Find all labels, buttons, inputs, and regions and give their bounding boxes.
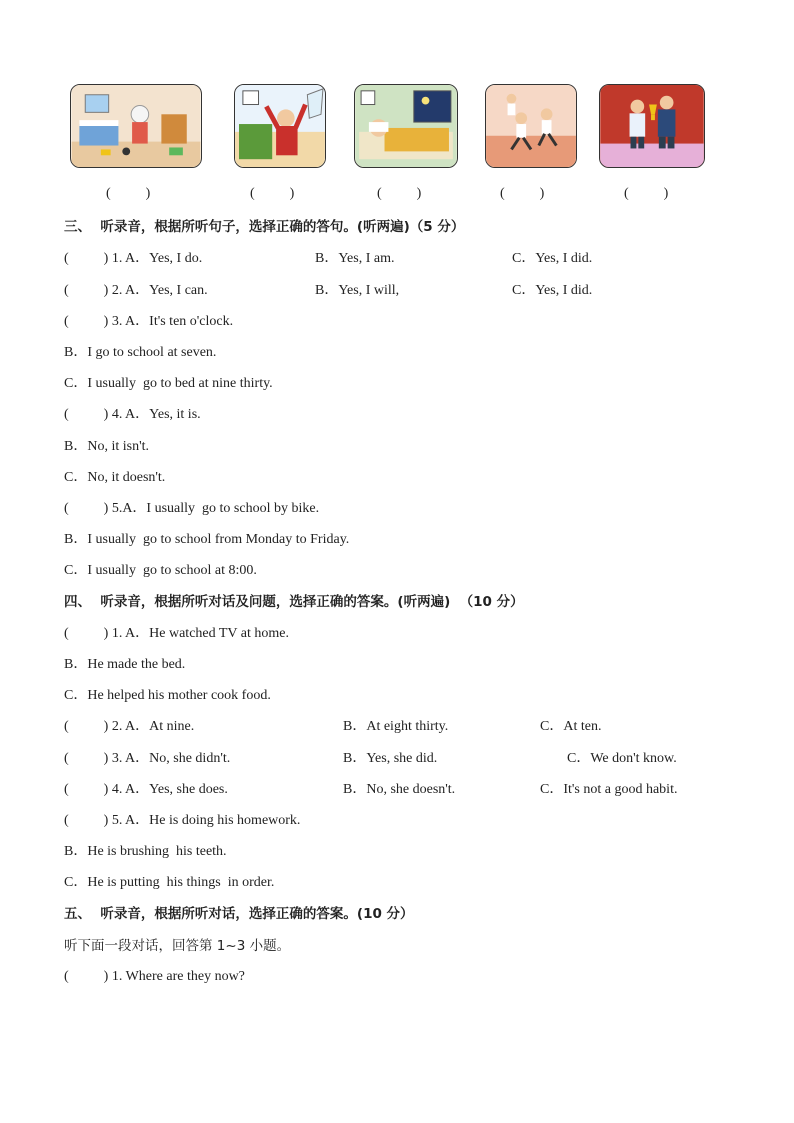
s3-q2-option-c: C．Yes, I did. (512, 283, 593, 298)
picture-answer-3[interactable]: ( ) (377, 186, 422, 201)
s3-q1-option-a: ( ) 1. A．Yes, I do. (64, 251, 203, 266)
s3-q3-option-b: B．I go to school at seven. (64, 345, 217, 360)
s3-q4-option-c: C．No, it doesn't. (64, 470, 166, 485)
picture-answer-5[interactable]: ( ) (624, 186, 669, 201)
s4-q4-option-a: ( ) 4. A．Yes, she does. (64, 782, 228, 797)
section5-heading: 五、 听录音，根据所听对话，选择正确的答案。(10 分） (64, 906, 414, 922)
picture-boys-running (485, 84, 577, 168)
section3-heading: 三、 听录音，根据所听句子，选择正确的答句。(听两遍)（5 分） (64, 219, 465, 235)
picture-row (0, 84, 794, 174)
picture-boy-sleeping (354, 84, 458, 168)
messy-room-illustration (71, 85, 201, 167)
picture-boy-waking (234, 84, 326, 168)
s4-q4-option-b: B．No, she doesn't. (343, 782, 456, 797)
s4-q5-option-a: ( ) 5. A．He is doing his homework. (64, 813, 301, 828)
s4-q1-option-c: C．He helped his mother cook food. (64, 688, 271, 703)
s4-q2-option-c: C．At ten. (540, 719, 602, 734)
s3-q5-option-b: B．I usually go to school from Monday to Friday. (64, 532, 350, 547)
s4-q3-option-b: B．Yes, she did. (343, 751, 438, 766)
picture-answer-1[interactable]: ( ) (106, 186, 151, 201)
s3-q1-option-c: C．Yes, I did. (512, 251, 593, 266)
award-ceremony-illustration (600, 85, 704, 167)
s3-q3-option-a: ( ) 3. A．It's ten o'clock. (64, 314, 234, 329)
s3-q1-option-b: B．Yes, I am. (315, 251, 395, 266)
boy-sleeping-illustration (355, 85, 457, 167)
section5-intro: 听下面一段对话，回答第 1~3 小题。 (64, 938, 291, 954)
s3-q4-option-b: B．No, it isn't. (64, 439, 149, 454)
s3-q5-option-c: C．I usually go to school at 8:00. (64, 563, 257, 578)
section4-heading: 四、 听录音，根据所听对话及问题，选择正确的答案。(听两遍) （10 分） (64, 594, 524, 610)
picture-answer-4[interactable]: ( ) (500, 186, 545, 201)
picture-answer-2[interactable]: ( ) (250, 186, 295, 201)
s4-q3-option-a: ( ) 3. A．No, she didn't. (64, 751, 231, 766)
s3-q3-option-c: C．I usually go to bed at nine thirty. (64, 376, 273, 391)
s4-q1-option-b: B．He made the bed. (64, 657, 186, 672)
s3-q5-option-a: ( ) 5.A．I usually go to school by bike. (64, 501, 320, 516)
s4-q2-option-b: B．At eight thirty. (343, 719, 449, 734)
s3-q4-option-a: ( ) 4. A．Yes, it is. (64, 407, 201, 422)
boys-running-illustration (486, 85, 576, 167)
s3-q2-option-b: B．Yes, I will, (315, 283, 400, 298)
s5-q1: ( ) 1. Where are they now? (64, 969, 245, 984)
picture-messy-room (70, 84, 202, 168)
s3-q2-option-a: ( ) 2. A．Yes, I can. (64, 283, 208, 298)
picture-award-ceremony (599, 84, 705, 168)
s4-q5-option-c: C．He is putting his things in order. (64, 875, 275, 890)
s4-q4-option-c: C．It's not a good habit. (540, 782, 678, 797)
s4-q1-option-a: ( ) 1. A．He watched TV at home. (64, 626, 289, 641)
s4-q5-option-b: B．He is brushing his teeth. (64, 844, 227, 859)
boy-waking-illustration (235, 85, 325, 167)
s4-q2-option-a: ( ) 2. A．At nine. (64, 719, 195, 734)
s4-q3-option-c: C．We don't know. (567, 751, 677, 766)
